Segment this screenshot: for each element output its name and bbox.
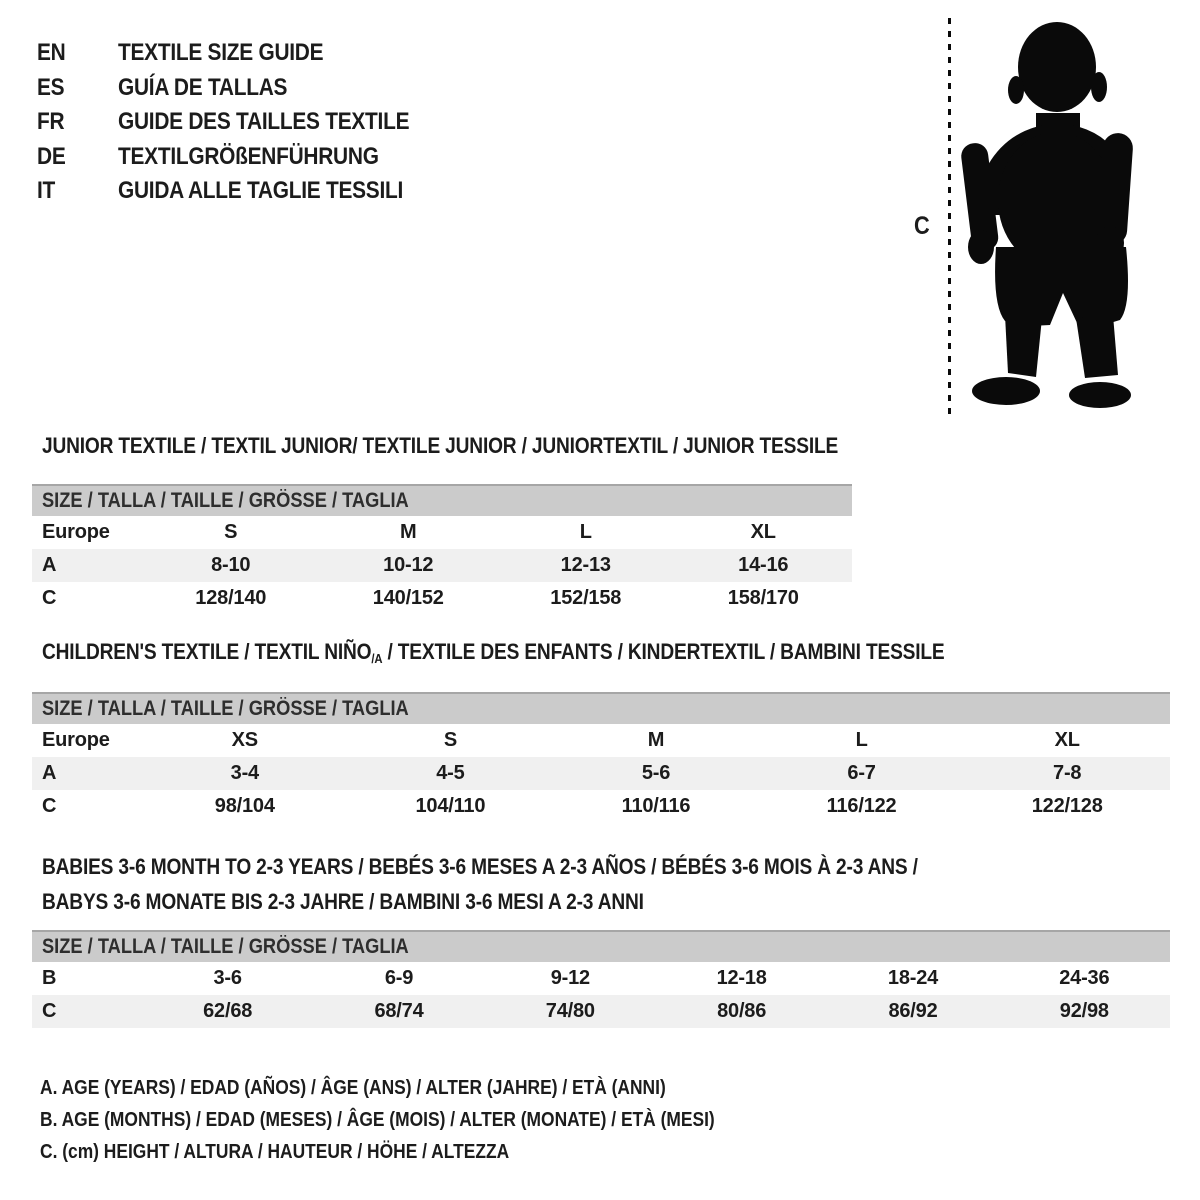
size-cell: M — [400, 521, 417, 543]
junior-table-title: JUNIOR TEXTILE / TEXTIL JUNIOR/ TEXTILE JUNIOR / JUNIORTEXTIL / JUNIOR TESSILE — [42, 433, 839, 458]
legend-line-a: A. AGE (YEARS) / EDAD (AÑOS) / ÂGE (ANS) / ALTER (JAHRE) / ETÀ (ANNI) — [40, 1077, 666, 1099]
size-cell: 80/86 — [717, 1000, 767, 1022]
size-cell: 6-7 — [847, 762, 876, 784]
size-cell: 110/116 — [621, 795, 691, 817]
legend-line-b: B. AGE (MONTHS) / EDAD (MESES) / ÂGE (MOIS) / ALTER (MONATE) / ETÀ (MESI) — [40, 1109, 715, 1131]
row-label: B — [42, 967, 57, 989]
size-cell: 14-16 — [738, 554, 789, 576]
size-cell: 92/98 — [1059, 1000, 1109, 1022]
size-cell: 140/152 — [372, 587, 444, 609]
size-cell: 122/128 — [1031, 795, 1103, 817]
size-cell: 5-6 — [641, 762, 671, 784]
language-code: ES — [37, 73, 65, 101]
size-cell: 86/92 — [888, 1000, 938, 1022]
toddler-silhouette-icon — [950, 15, 1145, 420]
row-label: Europe — [42, 521, 110, 543]
size-cell: 4-5 — [436, 762, 465, 784]
language-code: FR — [37, 108, 65, 136]
language-title-row — [37, 140, 453, 175]
table-row — [32, 995, 1170, 1028]
size-cell: 152/158 — [550, 587, 622, 609]
height-measure-label: C — [914, 212, 930, 240]
language-title-row — [37, 36, 453, 71]
guide-title: GUIDA ALLE TAGLIE TESSILI — [118, 177, 404, 205]
size-cell: 116/122 — [826, 795, 897, 817]
babies-size-table — [32, 962, 1170, 1028]
size-cell: 62/68 — [203, 1000, 253, 1022]
size-cell: L — [579, 521, 592, 543]
language-code: IT — [37, 177, 56, 205]
size-cell: M — [647, 729, 665, 751]
table-row — [32, 757, 1170, 790]
language-title-block — [37, 36, 453, 209]
size-cell: 6-9 — [384, 967, 414, 989]
size-cell: 98/104 — [214, 795, 275, 817]
size-cell: 12-18 — [716, 967, 767, 989]
size-cell: L — [855, 729, 868, 751]
size-cell: XS — [231, 729, 258, 751]
size-cell: 104/110 — [415, 795, 486, 817]
row-label: Europe — [42, 729, 110, 751]
size-cell: XL — [750, 521, 776, 543]
size-cell: 8-10 — [211, 554, 251, 576]
language-code: DE — [37, 142, 66, 170]
size-cell: 12-13 — [560, 554, 611, 576]
guide-title: TEXTILE SIZE GUIDE — [118, 39, 324, 67]
size-cell: 10-12 — [383, 554, 434, 576]
table-row — [32, 549, 852, 582]
size-cell: 128/140 — [195, 587, 267, 609]
table-row — [32, 582, 852, 615]
size-cell: S — [443, 729, 457, 751]
guide-title: TEXTILGRÖßENFÜHRUNG — [118, 142, 379, 170]
language-title-row — [37, 71, 453, 106]
guide-title: GUÍA DE TALLAS — [118, 73, 288, 101]
row-label: C — [42, 795, 57, 817]
babies-table-title: BABIES 3-6 MONTH TO 2-3 YEARS / BEBÉS 3-6 MESES A 2-3 AÑOS / BÉBÉS 3-6 MOIS À 2-3 ANS / BABYS 3-6 MONATE BIS 2-3 JAHRE / BAMBINI 3-6 MESI A 2-3 ANNI — [42, 854, 918, 914]
size-cell: 3-4 — [230, 762, 259, 784]
table-row — [32, 962, 1170, 995]
size-cell: 68/74 — [374, 1000, 424, 1022]
size-cell: 3-6 — [213, 967, 242, 989]
size-cell: S — [224, 521, 238, 543]
children-table-title: CHILDREN'S TEXTILE / TEXTIL $NIÑO_{/A}$ / TEXTILE DES ENFANTS / KINDERTEXTIL / BAMBINI TESSILE — [42, 639, 945, 666]
table-row — [32, 790, 1170, 823]
table-row — [32, 516, 852, 549]
size-cell: 7-8 — [1053, 762, 1082, 784]
junior-size-header-bar: SIZE / TALLA / TAILLE / GRÖSSE / TAGLIA — [32, 484, 852, 516]
legend-line-c: C. (cm) HEIGHT / ALTURA / HAUTEUR / HÖHE / ALTEZZA — [40, 1141, 510, 1163]
table-row — [32, 724, 1170, 757]
language-title-row — [37, 105, 453, 140]
children-size-table — [32, 724, 1170, 823]
row-label: C — [42, 587, 57, 609]
size-cell: 9-12 — [550, 967, 590, 989]
size-cell: 24-36 — [1059, 967, 1110, 989]
size-cell: 158/170 — [727, 587, 799, 609]
measurement-legend — [40, 1072, 816, 1168]
junior-size-table — [32, 516, 852, 615]
row-label: C — [42, 1000, 57, 1022]
size-cell: 74/80 — [545, 1000, 595, 1022]
language-code: EN — [37, 39, 66, 67]
size-cell: 18-24 — [887, 967, 939, 989]
babies-size-header-bar: SIZE / TALLA / TAILLE / GRÖSSE / TAGLIA — [32, 930, 1170, 962]
children-size-header-bar: SIZE / TALLA / TAILLE / GRÖSSE / TAGLIA — [32, 692, 1170, 724]
row-label: A — [42, 762, 57, 784]
language-title-row — [37, 174, 453, 209]
nino-a-subscript: /A — [371, 651, 383, 666]
row-label: A — [42, 554, 57, 576]
size-cell: XL — [1054, 729, 1080, 751]
guide-title: GUIDE DES TAILLES TEXTILE — [118, 108, 410, 136]
